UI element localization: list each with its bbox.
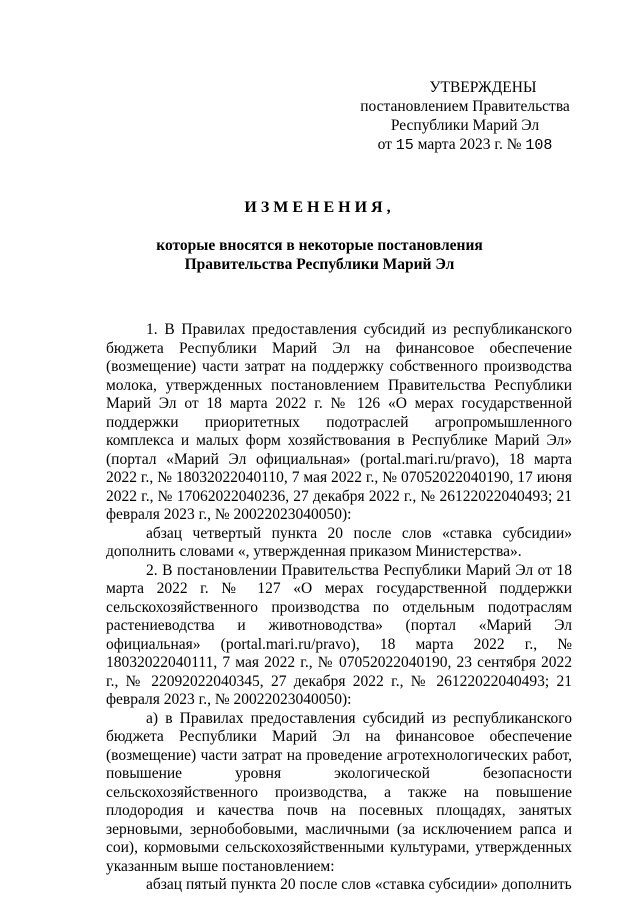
paragraph-2: абзац четвертый пункта 20 после слов «ставка субсидии» дополнить словами «, утвержденная приказом Министерства». [106, 524, 572, 560]
approval-date-prefix: от [377, 136, 392, 153]
approval-line-resolution: постановлением Правительства [360, 98, 570, 115]
document-title: ИЗМЕНЕНИЯ, [244, 199, 395, 216]
approval-month-year: марта 2023 г. № [417, 136, 522, 153]
subtitle-line-2: Правительства Республики Марий Эл [184, 256, 455, 273]
document-body [106, 321, 572, 895]
approval-day: 15 [395, 137, 414, 154]
approval-number: 108 [525, 137, 553, 154]
approval-date-line [330, 135, 600, 155]
paragraph-3: 2. В постановлении Правительства Республики Марий Эл от 18 марта 2022 г. № 127 «О мерах государственной поддержки сельскохозяйственного производства по отдельным подотраслям растениеводства и животноводства» (портал «Марий Эл официальная» (portal.mari.ru/pravo), 18 марта 2022 г., № 18032022040111, 7 мая 2022 г., № 07052022040190, 23 сентября 2022 г., № 22092022040345, 27 декабря 2022 г., № 26122022040493; 21 февраля 2023 г., № 20022023040050): [106, 561, 572, 708]
subtitle-line-1: которые вносятся в некоторые постановления [156, 237, 483, 254]
document-subtitle [0, 236, 639, 274]
approval-stamp [330, 78, 600, 155]
approval-line-republic: Республики Марий Эл [390, 117, 540, 134]
paragraph-4: а) в Правилах предоставления субсидий из республиканского бюджета Республики Марий Эл на финансовое обеспечение (возмещение) части затрат на проведение агротехнологических работ, повышение уровня экологической безопасности сельскохозяйственного производства, а также на повышение плодородия и качества почв на посевных площадях, занятых зерновыми, зернобобовыми, масличными (за исключением рапса и сои), кормовыми сельскохозяйственными культурами, утвержденных указанным выше постановлением: [106, 709, 572, 875]
paragraph-1: 1. В Правилах предоставления субсидий из республиканского бюджета Республики Марий Эл на финансовое обеспечение (возмещение) части затрат на поддержку собственного производства молока, утвержденных постановлением Правительства Республики Марий Эл от 18 марта 2022 г. № 126 «О мерах государственной поддержки приоритетных подотраслей агропромышленного комплекса и малых форм хозяйствования в Республике Марий Эл» (портал «Марий Эл официальная» (portal.mari.ru/pravo), 18 марта 2022 г., № 18032022040110, 7 мая 2022 г., № 07052022040190, 17 июня 2022 г., № 17062022040236, 27 декабря 2022 г., № 26122022040493; 21 февраля 2023 г., № 20022023040050): [106, 321, 572, 523]
paragraph-5: абзац пятый пункта 20 после слов «ставка субсидии» дополнить [146, 876, 572, 893]
approval-heading: УТВЕРЖДЕНЫ [429, 79, 537, 96]
